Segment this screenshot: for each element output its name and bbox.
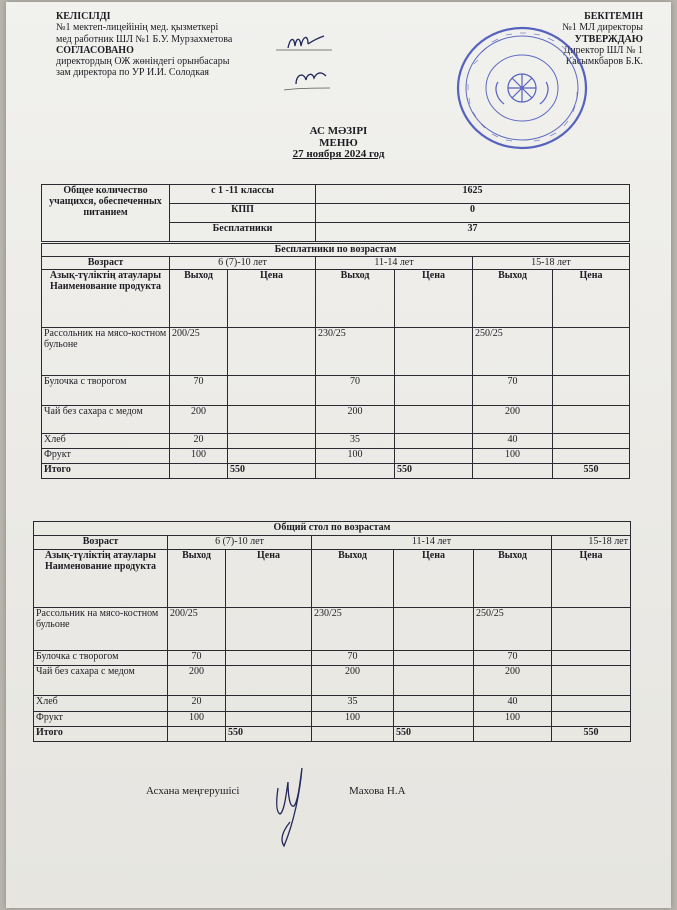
yield-value: 100: [170, 449, 228, 464]
summary-row-label: КПП: [170, 204, 316, 223]
yield-header: Выход: [316, 270, 395, 328]
director-position-ru: Директор ШЛ № 1: [563, 44, 643, 56]
yield-value: 200/25: [170, 328, 228, 376]
total-row: [34, 727, 631, 742]
yield-header: Выход: [474, 550, 552, 608]
nurse-position-kz: №1 мектеп-лицейінің мед. қызметкері: [56, 22, 219, 34]
yield-value: 20: [170, 434, 228, 449]
summary-row-label: с 1 -11 классы: [170, 185, 316, 204]
table2-section-title: Общий стол по возрастам: [34, 522, 631, 536]
total-value: 550: [226, 727, 312, 742]
total-value: 550: [553, 464, 630, 479]
table-row: [42, 328, 630, 376]
yield-value: 35: [316, 434, 395, 449]
free-meals-table: [41, 243, 630, 479]
yield-header: Выход: [168, 550, 226, 608]
yield-value: 70: [316, 376, 395, 406]
product-name: Фрукт: [34, 712, 168, 727]
summary-row-value: 1625: [316, 185, 630, 204]
age-label: Возраст: [34, 536, 168, 550]
total-value: 550: [552, 727, 631, 742]
menu-title-kz: АС МӘЗІРІ: [309, 125, 368, 137]
age-group: 6 (7)-10 лет: [170, 257, 316, 270]
yield-value: 70: [168, 651, 226, 666]
approval-left: [56, 11, 232, 79]
canteen-head-signature: [264, 762, 316, 852]
yield-value: 40: [474, 696, 552, 712]
yield-value: 100: [168, 712, 226, 727]
canteen-head-name: Махова Н.А: [349, 785, 406, 797]
age-group: 15-18 лет: [473, 257, 630, 270]
product-name: Чай без сахара с медом: [42, 406, 170, 434]
yield-value: 200: [170, 406, 228, 434]
yield-value: 100: [473, 449, 553, 464]
yield-value: 250/25: [473, 328, 553, 376]
yield-value: 250/25: [474, 608, 552, 651]
nurse-position-ru: мед работник ШЛ №1 Б.У. Мурзахметова: [56, 33, 233, 45]
approve-title-kz: БЕКІТЕМІН: [584, 11, 643, 22]
total-value: 550: [228, 464, 316, 479]
agreed-title-ru: СОГЛАСОВАНО: [56, 44, 134, 56]
yield-value: 230/25: [316, 328, 395, 376]
yield-value: 70: [474, 651, 552, 666]
yield-value: 70: [312, 651, 394, 666]
table-row: [42, 449, 630, 464]
product-header: Азық-түліктің атаулары Наименование продукта: [34, 550, 168, 608]
price-header: Цена: [553, 270, 630, 328]
deputy-position-ru: зам директора по УР И.И. Солодкая: [56, 67, 210, 79]
yield-value: 200: [316, 406, 395, 434]
approve-title-ru: УТВЕРЖДАЮ: [574, 33, 643, 45]
agreed-title-kz: КЕЛІСІЛДІ: [56, 11, 111, 22]
summary-table: [41, 184, 630, 242]
yield-value: 200: [312, 666, 394, 696]
yield-value: 100: [312, 712, 394, 727]
product-name: Хлеб: [42, 434, 170, 449]
table-row: [34, 608, 631, 651]
table-row: [34, 696, 631, 712]
age-group: 6 (7)-10 лет: [168, 536, 312, 550]
total-value: 550: [395, 464, 473, 479]
age-group: 11-14 лет: [312, 536, 552, 550]
yield-value: 20: [168, 696, 226, 712]
price-header: Цена: [228, 270, 316, 328]
product-name: Рассольник на мясо-костном бульоне: [42, 328, 170, 376]
nurse-signature: [274, 28, 346, 100]
summary-label: Общее количество учащихся, обеспеченных питанием: [42, 185, 170, 242]
yield-value: 200: [473, 406, 553, 434]
yield-value: 230/25: [312, 608, 394, 651]
table-row: [42, 376, 630, 406]
total-row: [42, 464, 630, 479]
menu-date: 27 ноября 2024 год: [292, 148, 385, 160]
document-sheet: [6, 2, 671, 908]
table-row: [34, 712, 631, 727]
price-header: Цена: [552, 550, 631, 608]
product-name: Булочка с творогом: [34, 651, 168, 666]
product-name: Рассольник на мясо-костном бульоне: [34, 608, 168, 651]
price-header: Цена: [394, 550, 474, 608]
yield-value: 70: [473, 376, 553, 406]
total-value: 550: [394, 727, 474, 742]
product-name: Булочка с творогом: [42, 376, 170, 406]
product-header: Азық-түліктің атаулары Наименование продукта: [42, 270, 170, 328]
yield-header: Выход: [312, 550, 394, 608]
table-row: [42, 406, 630, 434]
age-group: 11-14 лет: [316, 257, 473, 270]
yield-value: 200: [168, 666, 226, 696]
age-label: Возраст: [42, 257, 170, 270]
menu-title: [6, 126, 671, 161]
menu-title-ru: МЕНЮ: [319, 136, 358, 149]
canteen-head-role: Асхана меңгерушісі: [146, 785, 240, 797]
table-row: [34, 651, 631, 666]
summary-row-value: 37: [316, 223, 630, 242]
product-name: Фрукт: [42, 449, 170, 464]
summary-row-label: Бесплатники: [170, 223, 316, 242]
yield-header: Выход: [473, 270, 553, 328]
yield-header: Выход: [170, 270, 228, 328]
yield-value: 200: [474, 666, 552, 696]
price-header: Цена: [395, 270, 473, 328]
deputy-position-kz: директордың ОЖ жөніндегі орынбасары: [56, 56, 230, 68]
total-label: Итого: [42, 464, 170, 479]
price-header: Цена: [226, 550, 312, 608]
yield-value: 35: [312, 696, 394, 712]
total-label: Итого: [34, 727, 168, 742]
director-name: Касымкбаров Б.К.: [565, 56, 643, 68]
product-name: Хлеб: [34, 696, 168, 712]
age-group: 15-18 лет: [552, 536, 631, 550]
table-row: [34, 666, 631, 696]
product-name: Чай без сахара с медом: [34, 666, 168, 696]
yield-value: 200/25: [168, 608, 226, 651]
yield-value: 100: [474, 712, 552, 727]
summary-row-value: 0: [316, 204, 630, 223]
general-meals-table: [33, 521, 631, 742]
director-position-kz: №1 МЛ директоры: [562, 22, 643, 34]
yield-value: 70: [170, 376, 228, 406]
table-row: [42, 434, 630, 449]
table1-section-title: Бесплатники по возрастам: [42, 244, 630, 257]
yield-value: 100: [316, 449, 395, 464]
yield-value: 40: [473, 434, 553, 449]
